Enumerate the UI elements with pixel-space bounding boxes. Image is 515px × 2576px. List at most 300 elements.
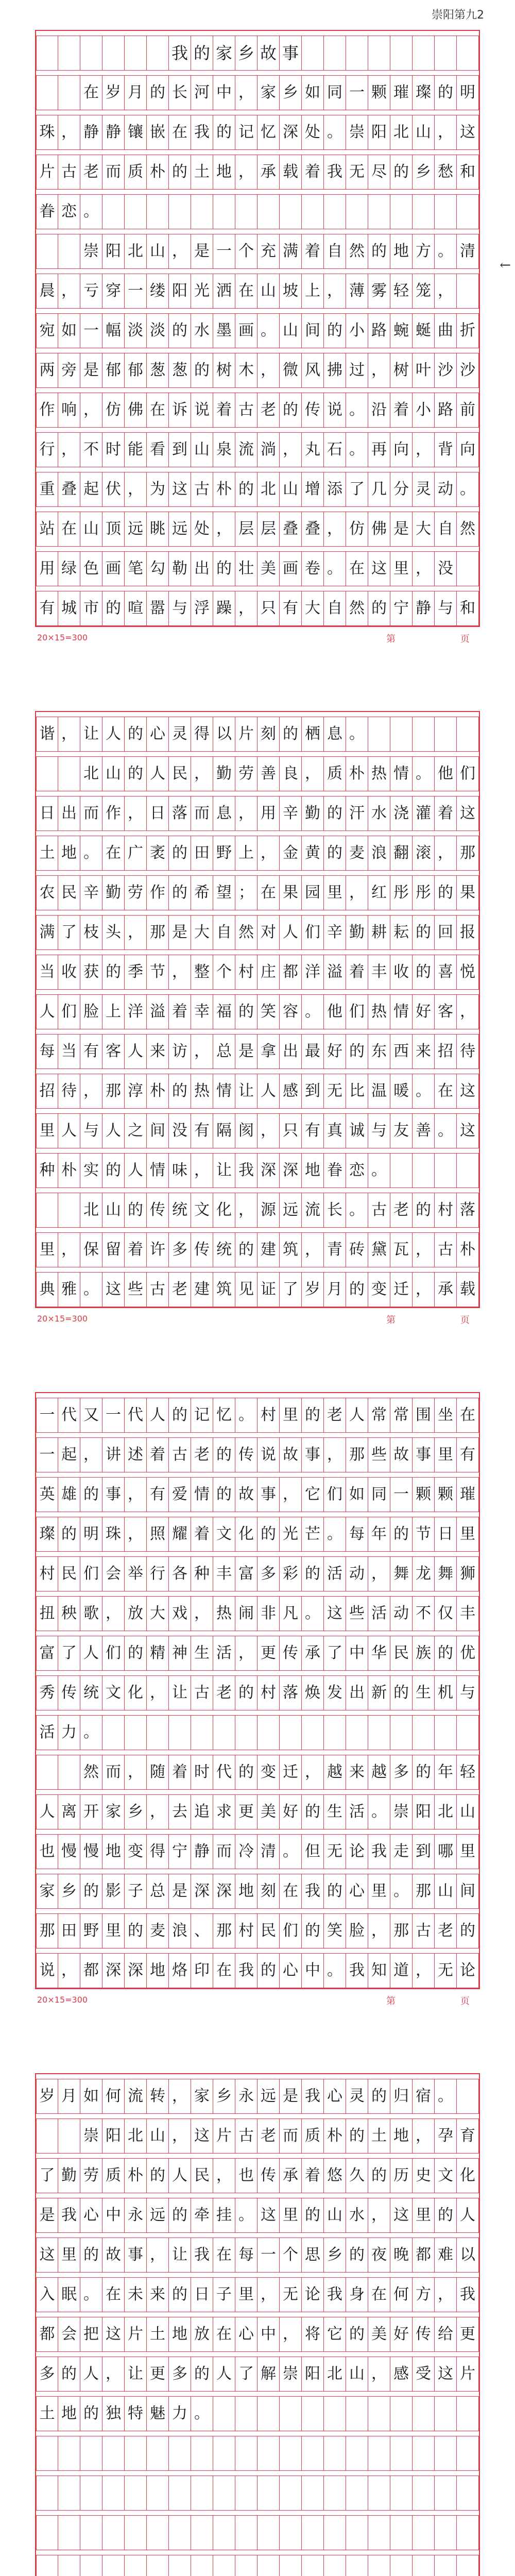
grid-cell: 化: [457, 2158, 479, 2193]
grid-cell: 着: [302, 155, 324, 190]
grid-cell: 洋: [125, 994, 147, 1029]
grid-cell: [235, 2436, 258, 2471]
grid-cell: 如: [302, 75, 324, 110]
grid-cell: 悦: [457, 955, 479, 990]
grid-cell: [457, 1715, 479, 1750]
grid-cell: 获: [80, 955, 102, 990]
grid-cell: 再: [368, 432, 390, 467]
grid-cell: 土: [147, 2317, 169, 2352]
grid-cell: [413, 2555, 435, 2576]
grid-cell: [368, 717, 390, 752]
grid-cell: 溢: [324, 955, 346, 990]
grid-cell: ，: [368, 2357, 390, 2392]
grid-cell: 朴: [147, 155, 169, 190]
grid-cell: 文: [213, 1517, 235, 1552]
grid-cell: 着: [169, 994, 191, 1029]
grid-cell: [36, 234, 58, 269]
grid-cell: 老: [169, 1272, 191, 1307]
grid-cell: 落: [457, 1193, 479, 1228]
grid-cell: 思: [302, 2238, 324, 2273]
grid-cell: [457, 2436, 479, 2471]
grid-cell: 化: [235, 1517, 258, 1552]
grid-cell: 老: [80, 155, 102, 190]
grid-cell: [302, 2476, 324, 2511]
grid-cell: 彩: [280, 1556, 302, 1591]
grid-cell: 朴: [457, 1232, 479, 1267]
grid-cell: 了: [58, 915, 80, 950]
grid-cell: 常: [368, 1398, 390, 1433]
grid-cell: 一: [258, 2238, 280, 2273]
grid-cell: 丸: [302, 432, 324, 467]
grid-cell: 里: [36, 1113, 58, 1148]
grid-cell: [80, 2436, 102, 2471]
grid-cell: ，: [368, 353, 390, 388]
grid-cell: 他: [324, 994, 346, 1029]
grid-cell: 而: [213, 1834, 235, 1869]
grid-cell: 朴: [125, 2158, 147, 2193]
grid-cell: 了: [324, 1636, 346, 1671]
grid-cell: 画: [280, 551, 302, 586]
grid-cell: 片: [235, 717, 258, 752]
grid-cell: 老: [191, 1437, 213, 1472]
grid-cell: 都: [36, 2317, 58, 2352]
grid-cell: 在: [346, 551, 368, 586]
grid-cell: 与: [457, 1675, 479, 1710]
grid-cell: 折: [457, 313, 479, 348]
grid-cell: 无: [324, 1074, 346, 1109]
grid-cell: 东: [368, 1034, 390, 1069]
grid-cell: 里: [36, 1232, 58, 1267]
grid-cell: 力: [58, 1715, 80, 1750]
grid-cell: 而: [102, 1755, 125, 1790]
writing-grid: [36, 31, 479, 626]
grid-cell: 的: [346, 2119, 368, 2154]
grid-cell: 头: [102, 915, 125, 950]
grid-cell: 地: [58, 2396, 80, 2431]
grid-cell: 。: [324, 551, 346, 586]
grid-cell: 故: [102, 2238, 125, 2273]
grid-cell: ，: [58, 1232, 80, 1267]
grid-cell: 历: [390, 2158, 413, 2193]
grid-cell: 民: [58, 875, 80, 910]
grid-cell: 我: [235, 1953, 258, 1988]
grid-cell: 招: [36, 1074, 58, 1109]
grid-cell: 富: [235, 1556, 258, 1591]
grid-cell: 说: [36, 1953, 58, 1988]
grid-cell: [235, 2555, 258, 2576]
page-number-label: 第 页: [386, 1315, 501, 1326]
grid-cell: 着: [169, 1755, 191, 1790]
grid-cell: 的: [235, 1232, 258, 1267]
grid-cell: 小: [346, 313, 368, 348]
grid-cell: 光: [191, 274, 213, 309]
grid-cell: 事: [302, 1437, 324, 1472]
grid-cell: [191, 2515, 213, 2550]
grid-cell: ，: [413, 1272, 435, 1307]
grid-cell: 嚣: [147, 591, 169, 626]
grid-cell: [235, 2396, 258, 2431]
grid-cell: 的: [390, 1675, 413, 1710]
grid-cell: 的: [125, 756, 147, 791]
manuscript-sheet: [0, 1362, 515, 2043]
grid-cell: 人: [36, 994, 58, 1029]
grid-cell: 路: [368, 313, 390, 348]
grid-cell: 晚: [390, 2238, 413, 2273]
grid-cell: 来: [147, 1034, 169, 1069]
grid-cell: 来: [346, 1755, 368, 1790]
grid-cell: 是: [80, 353, 102, 388]
grid-cell: 特: [125, 2396, 147, 2431]
grid-cell: 阳: [413, 1794, 435, 1829]
grid-cell: 日: [191, 2277, 213, 2312]
grid-cell: [169, 2436, 191, 2471]
grid-cell: 深: [280, 1153, 302, 1188]
grid-cell: 狮: [457, 1556, 479, 1591]
grid-cell: 活: [36, 1715, 58, 1750]
grid-cell: [235, 1715, 258, 1750]
grid-cell: 容: [280, 994, 302, 1029]
grid-cell: 。: [258, 313, 280, 348]
grid-cell: 史: [413, 2158, 435, 2193]
grid-cell: 的: [125, 1636, 147, 1671]
grid-cell: 更: [235, 1794, 258, 1829]
grid-cell: [125, 194, 147, 229]
grid-cell: 古: [191, 1675, 213, 1710]
grid-cell: 里: [102, 1913, 125, 1948]
grid-cell: ，: [191, 756, 213, 791]
grid-cell: 彤: [413, 875, 435, 910]
grid-cell: 佛: [125, 393, 147, 428]
grid-cell: [36, 1755, 58, 1790]
grid-cell: 的: [368, 234, 390, 269]
grid-cell: 动: [346, 1556, 368, 1591]
grid-cell: 时: [191, 1755, 213, 1790]
grid-cell: 魅: [147, 2396, 169, 2431]
grid-cell: 宛: [36, 313, 58, 348]
grid-cell: [390, 2396, 413, 2431]
grid-cell: 栖: [302, 717, 324, 752]
grid-cell: 山: [147, 2119, 169, 2154]
grid-cell: 文: [191, 1193, 213, 1228]
grid-cell: 耘: [390, 915, 413, 950]
grid-cell: 金: [280, 836, 302, 871]
grid-cell: 。: [346, 1193, 368, 1228]
grid-cell: ，: [435, 836, 457, 871]
grid-cell: 越: [368, 1755, 390, 1790]
grid-cell: 化: [125, 1675, 147, 1710]
grid-cell: [435, 36, 457, 71]
grid-cell: 璨: [36, 1517, 58, 1552]
grid-cell: 那: [147, 915, 169, 950]
grid-cell: [80, 36, 102, 71]
grid-cell: [125, 1715, 147, 1750]
grid-cell: 。: [80, 2277, 102, 2312]
grid-cell: ，: [169, 955, 191, 990]
grid-cell: [169, 194, 191, 229]
grid-cell: [258, 2515, 280, 2550]
grid-cell: 山: [102, 1193, 125, 1228]
grid-cell: 同: [324, 75, 346, 110]
grid-cell: 变: [125, 1834, 147, 1869]
grid-cell: 一: [36, 1398, 58, 1433]
grid-cell: 人: [280, 915, 302, 950]
grid-cell: ，: [258, 1113, 280, 1148]
grid-cell: 。: [435, 234, 457, 269]
grid-cell: 清: [457, 234, 479, 269]
grid-cell: ，: [58, 717, 80, 752]
grid-cell: [346, 2476, 368, 2511]
grid-cell: 雄: [58, 1477, 80, 1512]
grid-cell: 阳: [102, 234, 125, 269]
grid-cell: ，: [368, 1556, 390, 1591]
grid-cell: [102, 2436, 125, 2471]
grid-cell: 远: [169, 512, 191, 547]
grid-cell: [102, 36, 125, 71]
grid-cell: 郁: [125, 353, 147, 388]
grid-cell: 让: [213, 1153, 235, 1188]
grid-cell: 多: [36, 2357, 58, 2392]
grid-cell: 宁: [169, 1834, 191, 1869]
grid-cell: 忆: [258, 115, 280, 150]
grid-cell: 让: [80, 717, 102, 752]
grid-cell: 永: [125, 2198, 147, 2233]
grid-cell: 日: [36, 796, 58, 831]
grid-cell: 些: [346, 1596, 368, 1631]
grid-cell: 充: [258, 234, 280, 269]
grid-cell: [302, 2515, 324, 2550]
grid-cell: 的: [169, 2277, 191, 2312]
grid-cell: 动: [390, 1596, 413, 1631]
grid-cell: [324, 2396, 346, 2431]
grid-cell: 生: [191, 1636, 213, 1671]
grid-cell: 民: [169, 756, 191, 791]
grid-cell: 不: [413, 1596, 435, 1631]
grid-cell: 的: [413, 1755, 435, 1790]
grid-cell: 人: [147, 1398, 169, 1433]
grid-cell: [213, 2396, 235, 2431]
grid-cell: 山: [280, 313, 302, 348]
grid-cell: 总: [147, 1874, 169, 1909]
grid-cell: 那: [413, 1874, 435, 1909]
grid-cell: 孕: [435, 2119, 457, 2154]
grid-cell: 眺: [147, 512, 169, 547]
grid-cell: 动: [435, 472, 457, 507]
grid-cell: 地: [390, 2119, 413, 2154]
grid-cell: ，: [235, 1193, 258, 1228]
grid-cell: 北: [80, 756, 102, 791]
grid-cell: ，: [413, 2119, 435, 2154]
grid-cell: 朴: [324, 2119, 346, 2154]
grid-cell: ，: [125, 1755, 147, 1790]
grid-cell: [280, 2476, 302, 2511]
grid-cell: 机: [435, 1675, 457, 1710]
grid-cell: 颗: [368, 75, 390, 110]
grid-cell: 山: [102, 756, 125, 791]
grid-cell: 们: [324, 1477, 346, 1512]
grid-cell: [125, 2476, 147, 2511]
grid-cell: ，: [302, 756, 324, 791]
grid-spec-label: 20×15=300: [37, 1314, 88, 1324]
grid-cell: 的: [191, 353, 213, 388]
grid-cell: 山: [80, 512, 102, 547]
grid-cell: 然: [80, 1755, 102, 1790]
grid-cell: 没: [435, 551, 457, 586]
grid-cell: 的: [169, 836, 191, 871]
grid-cell: 在: [58, 512, 80, 547]
grid-cell: 深: [125, 1953, 147, 1988]
grid-cell: 们: [302, 915, 324, 950]
grid-cell: 而: [102, 155, 125, 190]
grid-cell: ，: [235, 796, 258, 831]
grid-cell: 劳: [80, 2158, 102, 2193]
grid-cell: 文: [435, 2158, 457, 2193]
grid-cell: [258, 1715, 280, 1750]
grid-cell: 长: [169, 75, 191, 110]
page-number-label: 第 页: [386, 1996, 501, 2007]
grid-cell: ，: [125, 1477, 147, 1512]
grid-cell: 乡: [324, 2238, 346, 2273]
grid-cell: 里: [235, 2277, 258, 2312]
grid-cell: [413, 2436, 435, 2471]
grid-cell: [346, 194, 368, 229]
grid-cell: 实: [80, 1153, 102, 1188]
grid-cell: 过: [346, 353, 368, 388]
grid-cell: 红: [368, 875, 390, 910]
grid-cell: 那: [213, 1913, 235, 1948]
grid-cell: [213, 2555, 235, 2576]
grid-cell: 在: [457, 1398, 479, 1433]
grid-cell: 地: [213, 155, 235, 190]
corner-mark: 崇阳第九2: [432, 9, 484, 22]
grid-cell: 阳: [368, 115, 390, 150]
grid-cell: 记: [191, 1398, 213, 1433]
grid-cell: [147, 1715, 169, 1750]
grid-cell: 都: [413, 2238, 435, 2273]
grid-cell: 的: [125, 1193, 147, 1228]
grid-cell: 舞: [390, 1556, 413, 1591]
grid-cell: 筑: [280, 1232, 302, 1267]
grid-cell: 黄: [302, 836, 324, 871]
grid-cell: 月: [324, 1272, 346, 1307]
grid-cell: 述: [125, 1437, 147, 1472]
grid-cell: ，: [80, 393, 102, 428]
grid-cell: 有: [457, 1437, 479, 1472]
grid-cell: 人: [457, 2198, 479, 2233]
grid-cell: 与: [169, 591, 191, 626]
grid-cell: 证: [258, 1272, 280, 1307]
grid-cell: 出: [280, 1034, 302, 1069]
grid-cell: 作: [102, 796, 125, 831]
grid-cell: 诚: [346, 1113, 368, 1148]
grid-cell: 中: [213, 75, 235, 110]
grid-cell: 麦: [346, 836, 368, 871]
grid-cell: 在: [102, 836, 125, 871]
grid-cell: 的: [191, 2357, 213, 2392]
grid-cell: ，: [457, 994, 479, 1029]
grid-cell: 故: [280, 1437, 302, 1472]
grid-cell: 让: [235, 1074, 258, 1109]
grid-cell: [147, 194, 169, 229]
grid-cell: 歌: [80, 1596, 102, 1631]
grid-cell: 影: [102, 1874, 125, 1909]
grid-cell: [147, 2555, 169, 2576]
grid-cell: 乡: [280, 75, 302, 110]
grid-cell: [346, 2515, 368, 2550]
grid-cell: ，: [280, 432, 302, 467]
grid-cell: [390, 1153, 413, 1188]
grid-cell: 来: [147, 2277, 169, 2312]
grid-cell: 的: [435, 2198, 457, 2233]
grid-cell: 着: [390, 393, 413, 428]
grid-cell: 的: [302, 1398, 324, 1433]
grid-cell: 月: [58, 2079, 80, 2114]
grid-cell: 浪: [169, 1913, 191, 1948]
grid-cell: 报: [457, 915, 479, 950]
grid-cell: 优: [457, 1636, 479, 1671]
grid-cell: [457, 194, 479, 229]
grid-cell: 明: [80, 1517, 102, 1552]
grid-cell: ，: [125, 1517, 147, 1552]
grid-cell: 北: [80, 1193, 102, 1228]
grid-cell: 这: [368, 551, 390, 586]
grid-cell: 如: [80, 2079, 102, 2114]
grid-cell: 。: [324, 115, 346, 150]
grid-cell: [280, 2555, 302, 2576]
grid-cell: 叠: [58, 472, 80, 507]
grid-cell: [258, 2555, 280, 2576]
grid-cell: 们: [80, 1556, 102, 1591]
grid-cell: 村: [258, 1675, 280, 1710]
grid-cell: 何: [390, 2277, 413, 2312]
grid-cell: 丰: [457, 1596, 479, 1631]
grid-cell: 一: [80, 313, 102, 348]
grid-cell: 牵: [191, 2198, 213, 2233]
grid-cell: 北: [125, 2119, 147, 2154]
grid-cell: 那: [390, 1913, 413, 1948]
grid-cell: 、: [191, 1913, 213, 1948]
grid-cell: 古: [58, 155, 80, 190]
grid-cell: [213, 2476, 235, 2511]
grid-cell: 夜: [368, 2238, 390, 2273]
grid-cell: 的: [368, 2079, 390, 2114]
grid-cell: 葱: [169, 353, 191, 388]
grid-cell: 的: [346, 2238, 368, 2273]
grid-cell: [390, 2555, 413, 2576]
grid-cell: ，: [413, 432, 435, 467]
grid-cell: [302, 194, 324, 229]
grid-cell: 行: [147, 1556, 169, 1591]
grid-cell: 的: [102, 955, 125, 990]
grid-cell: 事: [280, 36, 302, 71]
grid-cell: [125, 2555, 147, 2576]
grid-cell: 心: [346, 1874, 368, 1909]
grid-cell: 脸: [80, 994, 102, 1029]
grid-cell: 山: [280, 472, 302, 507]
grid-cell: 恋: [346, 1153, 368, 1188]
grid-cell: 每: [36, 1034, 58, 1069]
grid-cell: 以: [457, 2238, 479, 2273]
grid-cell: [302, 2436, 324, 2471]
grid-cell: 变: [258, 1755, 280, 1790]
grid-cell: 淡: [125, 313, 147, 348]
grid-cell: 片: [125, 2317, 147, 2352]
grid-cell: 山: [413, 115, 435, 150]
grid-cell: 果: [280, 875, 302, 910]
grid-cell: 的: [390, 155, 413, 190]
grid-cell: 。: [346, 432, 368, 467]
grid-cell: 人: [125, 1034, 147, 1069]
grid-cell: 岁: [36, 2079, 58, 2114]
